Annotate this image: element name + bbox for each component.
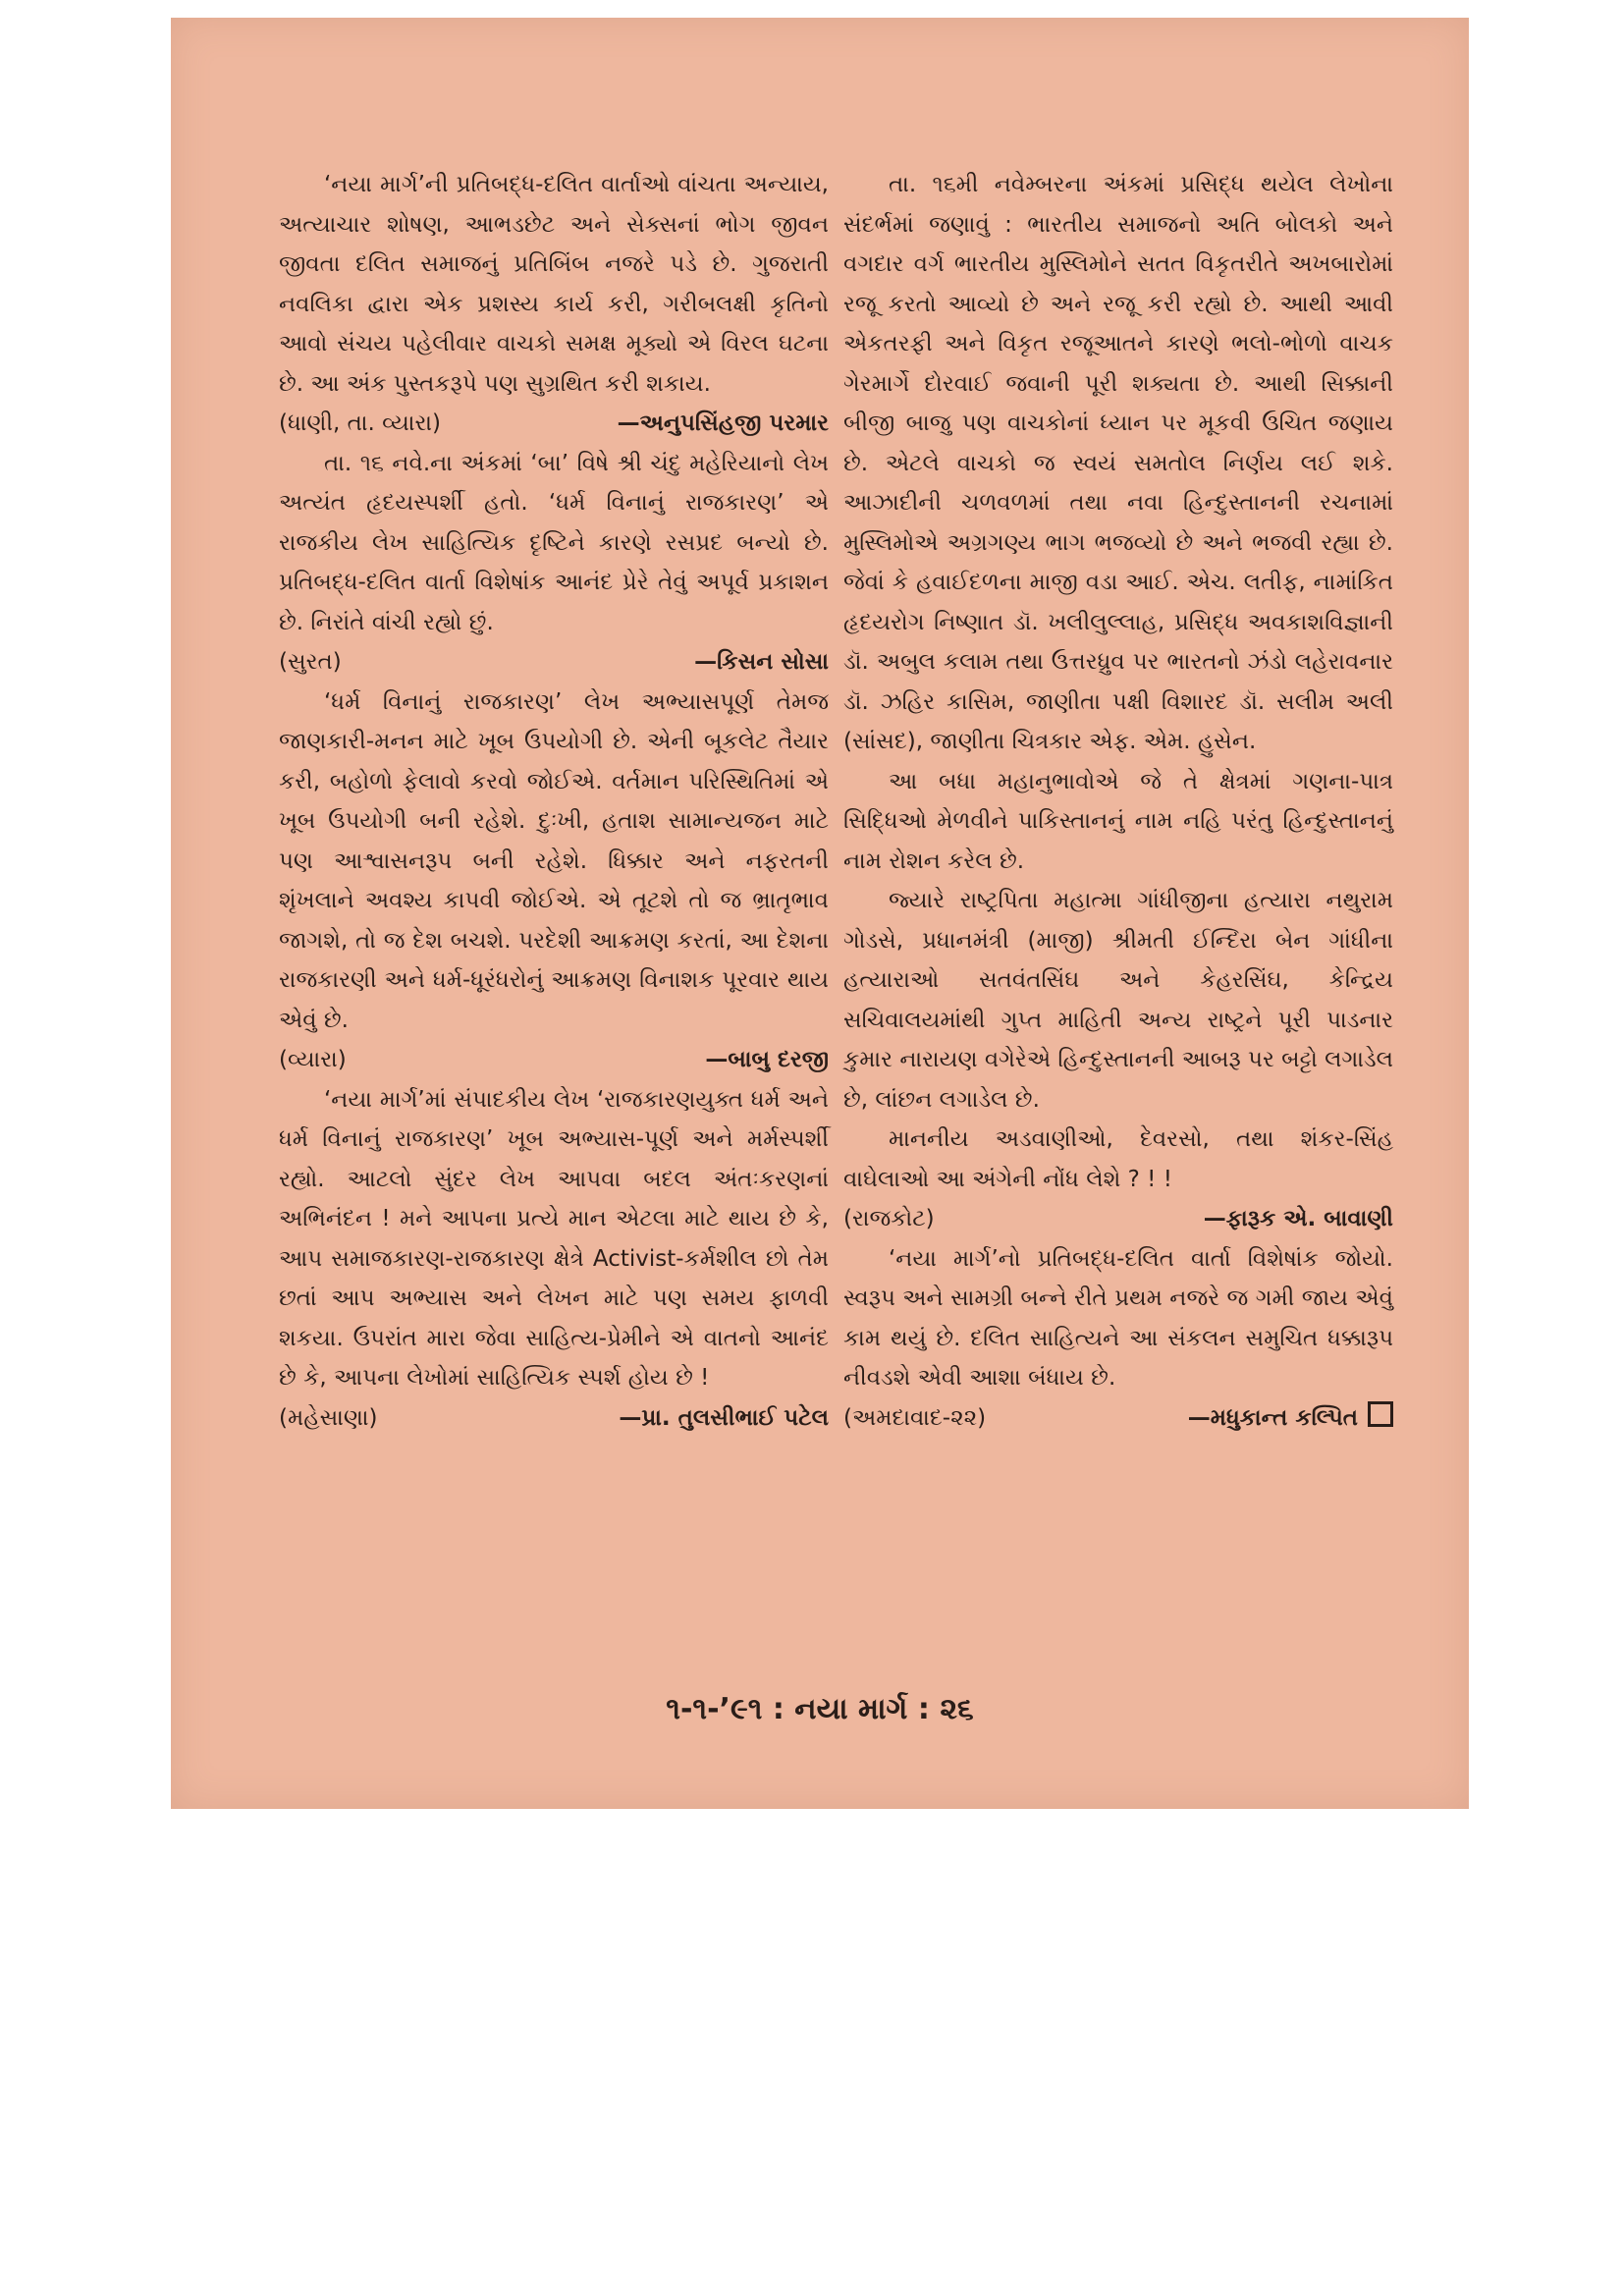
letter-signature <box>843 1199 1393 1239</box>
letter-paragraph: ‘નયા માર્ગ’ની પ્રતિબદ્ધ-દલિત વાર્તાઓ વાંચતા અન્યાય, અત્યાચાર શોષણ, આભડછેટ અને સેક્સનાં ભોગ જીવન જીવતા દલિત સમાજનું પ્રતિબિંબ નજરે પડે છે. ગુજરાતી નવલિકા દ્વારા એક પ્રશસ્ય કાર્ય કરી, ગરીબલક્ષી કૃતિનો આવો સંચય પહેલીવાર વાચકો સમક્ષ મૂક્યો એ વિરલ ઘટના છે. આ અંક પુસ્તકરૂપે પણ સુગ્રથિત કરી શકાય. <box>279 172 829 397</box>
signature-name <box>619 1398 829 1439</box>
letter-paragraph: આ બધા મહાનુભાવોએ જે તે ક્ષેત્રમાં ગણના-પાત્ર સિદ્ધિઓ મેળવીને પાકિસ્તાનનું નામ નહિ પરંતુ હિન્દુસ્તાનનું નામ રોશન કરેલ છે. <box>843 768 1393 874</box>
letter-paragraph: માનનીય અડવાણીઓ, દેવરસો, તથા શંકર-સિંહ વાઘેલાઓ આ અંગેની નોંધ લેશે ? ! ! <box>843 1126 1393 1192</box>
letter-signature <box>279 1398 829 1439</box>
letter-paragraph: તા. ૧૬મી નવેમ્બરના અંકમાં પ્રસિદ્ધ થયેલ લેખોના સંદર્ભમાં જણાવું : ભારતીય સમાજનો અતિ બોલકો અને વગદાર વર્ગ ભારતીય મુસ્લિમોને સતત વિકૃતરીતે અખબારોમાં રજૂ કરતો આવ્યો છે અને રજૂ કરી રહ્યો છે. આથી આવી એકતરફી અને વિકૃત રજૂઆતને કારણે ભલો-ભોળો વાચક ગેરમાર્ગે દોરવાઈ જવાની પૂરી શક્યતા છે. આથી સિક્કાની બીજી બાજુ પણ વાચકોનાં ધ્યાન પર મૂકવી ઉચિત જણાય છે. એટલે વાચકો જ સ્વયં સમતોલ નિર્ણય લઈ શકે. આઝાદીની ચળવળમાં તથા નવા હિન્દુસ્તાનની રચનામાં મુસ્લિમોએ અગ્રગણ્ય ભાગ ભજવ્યો છે અને ભજવી રહ્યા છે. જેવાં કે હવાઈદળના માજી વડા આઈ. એચ. લતીફ, નામાંકિત હૃદયરોગ નિષ્ણાત ડૉ. ખલીલુલ્લાહ, પ્રસિદ્ધ અવકાશવિજ્ઞાની ડૉ. અબુલ કલામ તથા ઉત્તરધ્રુવ પર ભારતનો ઝંડો લહેરાવનાર ડૉ. ઝહિર કાસિમ, જાણીતા પક્ષી વિશારદ ડૉ. સલીમ અલી (સાંસદ), જાણીતા ચિત્રકાર એફ. એમ. હુસેન. <box>843 172 1393 754</box>
signature-name-text: —પ્રા. તુલસીભાઈ પટેલ <box>619 1404 829 1431</box>
letter-signature <box>279 1040 829 1080</box>
signature-place: (અમદાવાદ-૨૨) <box>843 1404 987 1431</box>
magazine-page <box>171 18 1469 1809</box>
letter-paragraph: ‘ધર્મ વિનાનું રાજકારણ’ લેખ અભ્યાસપૂર્ણ તેમજ જાણકારી-મનન માટે ખૂબ ઉપયોગી છે. એની બૂકલેટ તૈયાર કરી, બહોળો ફેલાવો કરવો જોઈએ. વર્તમાન પરિસ્થિતિમાં એ ખૂબ ઉપયોગી બની રહેશે. દુઃખી, હતાશ સામાન્યજન માટે પણ આશ્વાસનરૂપ બની રહેશે. ધિક્કાર અને નફરતની શૃંખલાને અવશ્ય કાપવી જોઈએ. એ તૂટશે તો જ ભ્રાતૃભાવ જાગશે, તો જ દેશ બચશે. પરદેશી આક્રમણ કરતાં, આ દેશના રાજકારણી અને ધર્મ-ધૂરંધરોનું આક્રમણ વિનાશક પૂરવાર થાય એવું છે. <box>279 688 829 1033</box>
signature-name-text: —કિસન સોસા <box>694 649 829 675</box>
letter-paragraph: ‘નયા માર્ગ’માં સંપાદકીય લેખ ‘રાજકારણયુક્ત ધર્મ અને ધર્મ વિનાનું રાજકારણ’ ખૂબ અભ્યાસ-પૂર્ણ અને મર્મસ્પર્શી રહ્યો. આટલો સુંદર લેખ આપવા બદલ અંતઃકરણનાં અભિનંદન ! મને આપના પ્રત્યે માન એટલા માટે થાય છે કે, આપ સમાજકારણ-રાજકારણ ક્ષેત્રે Activist-કર્મશીલ છો તેમ છતાં આપ અભ્યાસ અને લેખન માટે પણ સમય ફાળવી શકયા. ઉપરાંત મારા જેવા સાહિત્ય-પ્રેમીને એ વાતનો આનંદ છે કે, આપના લેખોમાં સાહિત્યિક સ્પર્શ હોય છે ! <box>279 1086 829 1391</box>
letter-paragraph: જ્યારે રાષ્ટ્રપિતા મહાત્મા ગાંધીજીના હત્યારા નથુરામ ગોડસે, પ્રધાનમંત્રી (માજી) શ્રીમતી ઈન્દિરા બેન ગાંધીના હત્યારાઓ સતવંતસિંઘ અને કેહરસિંઘ, કેન્દ્રિય સચિવાલયમાંથી ગુપ્ત માહિતી અન્ય રાષ્ટ્રને પૂરી પાડનાર કુમાર નારાયણ વગેરેએ હિન્દુસ્તાનની આબરૂ પર બટ્ટો લગાડેલ છે, લાંછન લગાડેલ છે. <box>843 888 1393 1113</box>
signature-name-text: —બાબુ દરજી <box>705 1047 829 1072</box>
signature-place: (વ્યારા) <box>279 1047 347 1072</box>
letter-signature <box>279 404 829 444</box>
signature-name <box>1204 1199 1393 1239</box>
signature-name-text: —ફારૂક એ. બાવાણી <box>1203 1206 1393 1231</box>
signature-name <box>1188 1398 1393 1439</box>
signature-name-text: —અનુપસિંહજી પરમાર <box>617 410 829 436</box>
left-column <box>279 165 829 1438</box>
letter-signature <box>843 1398 1393 1439</box>
page-footer: ૧-૧-’૯૧ : નયા માર્ગ : ૨૬ <box>666 1692 974 1726</box>
signature-name <box>618 404 829 444</box>
letter-signature <box>279 642 829 683</box>
signature-place: (સુરત) <box>279 649 342 675</box>
right-column <box>843 165 1393 1438</box>
signature-name-text: —મધુકાન્ત કલ્પિત <box>1187 1404 1358 1431</box>
letter-paragraph: ‘નયા માર્ગ’નો પ્રતિબદ્ધ-દલિત વાર્તા વિશેષાંક જોયો. સ્વરૂપ અને સામગ્રી બન્ને રીતે પ્રથમ નજરે જ ગમી જાય એવું કામ થયું છે. દલિત સાહિત્યને આ સંકલન સમુચિત ધક્કારૂપ નીવડશે એવી આશા બંધાય છે. <box>843 1245 1393 1391</box>
signature-name <box>694 642 829 683</box>
end-square-icon <box>1368 1401 1393 1427</box>
signature-place: (રાજકોટ) <box>843 1206 935 1231</box>
letter-paragraph: તા. ૧૬ નવે.ના અંકમાં ‘બા’ વિષે શ્રી ચંદુ મહેરિયાનો લેખ અત્યંત હૃદયસ્પર્શી હતો. ‘ધર્મ વિનાનું રાજકારણ’ એ રાજકીય લેખ સાહિત્યિક દૃષ્ટિને કારણે રસપ્રદ બન્યો છે. પ્રતિબદ્ધ-દલિત વાર્તા વિશેષાંક આનંદ પ્રેરે તેવું અપૂર્વ પ્રકાશન છે. નિરાંતે વાંચી રહ્યો છું. <box>279 450 829 635</box>
signature-name <box>705 1040 829 1080</box>
signature-place: (મહેસાણા) <box>279 1404 378 1431</box>
signature-place: (ધાણી, તા. વ્યારા) <box>279 410 441 436</box>
